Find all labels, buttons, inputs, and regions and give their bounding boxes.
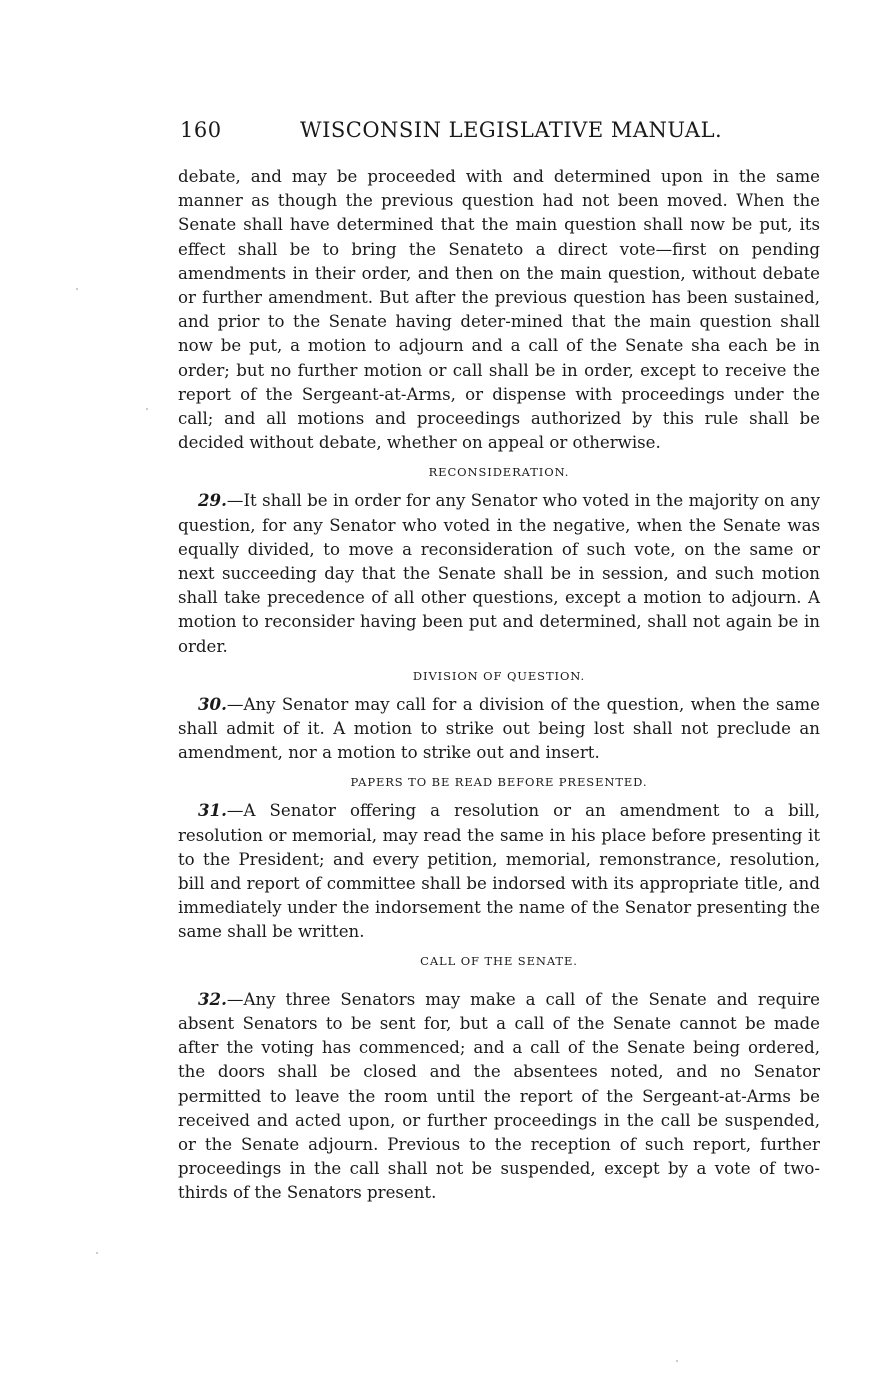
rule-text: —Any Senator may call for a division of the question, when the same shall admit of it. A motion to strike out being lost shall not preclude an amendment, nor a motion to strike out and insert.: [178, 694, 820, 763]
section-heading-reconsideration: RECONSIDERATION.: [428, 465, 570, 480]
rule-31-paragraph: [178, 798, 820, 944]
rule-number: 29.: [198, 490, 227, 511]
page-body: [178, 165, 820, 1206]
running-header: [180, 118, 722, 142]
intro-paragraph: debate, and may be proceeded with and determined upon in the same manner as though the previous question had not been moved. When the Senate shall have determined that the main question shall now be put, its effect shall be to bring the Senateto a direct vote—first on pending amendments in their order, and then on the main question, without debate or further amendment. But after the previous question has been sustained, and prior to the Senate having deter-mined that the main question shall now be put, a motion to adjourn and a call of the Senate sha each be in order; but no further motion or call shall be in order, except to receive the report of the Sergeant-at-Arms, or dispense with proceedings under the call; and all motions and proceedings authorized by this rule shall be decided without debate, whether on appeal or otherwise.: [178, 167, 820, 453]
section-heading-division-of-question: DIVISION OF QUESTION.: [412, 668, 586, 683]
rule-text: —It shall be in order for any Senator who voted in the majority on any question, for any Senator who voted in the negative, when the Senate was equally divided, to move a reconsideration of such vote, on the same or next succeeding day that the Senate shall be in session, and such motion shall take precedence of all other questions, except a motion to adjourn. A motion to reconsider having been put and determined, shall not again be in order.: [178, 491, 820, 656]
rule-32-paragraph: [178, 987, 820, 1206]
page-number: 160: [180, 118, 222, 142]
running-title: WISCONSIN LEGISLATIVE MANUAL.: [300, 118, 723, 142]
section-heading-papers-to-be-read: PAPERS TO BE READ BEFORE PRESENTED.: [350, 775, 648, 790]
paper-speck: [96, 1252, 98, 1254]
rule-text: —A Senator offering a resolution or an amendment to a bill, resolution or memorial, may read the same in his place before presenting it to the President; and every petition, memorial, remonstrance, resolution, bill and report of committee shall be indorsed with its appropriate title, and immediately under the indorsement the name of the Senator presenting the same shall be written.: [178, 801, 820, 942]
rule-number: 30.: [198, 693, 227, 714]
rule-text: —Any three Senators may make a call of the Senate and require absent Senators to be sent for, but a call of the Senate cannot be made after the voting has commenced; and a call of the Senate being ordered, the doors shall be closed and the absentees noted, and no Senator permitted to leave the room until the report of the Sergeant-at-Arms be received and acted upon, or further proceedings in the call be suspended, or the Senate adjourn. Previous to the reception of such report, further proceedings in the call shall not be suspended, except by a vote of two-thirds of the Senators present.: [178, 989, 820, 1203]
rule-number: 32.: [198, 988, 227, 1009]
rule-number: 31.: [198, 800, 227, 821]
paper-speck: [76, 288, 78, 290]
paper-speck: [146, 408, 148, 410]
rule-30-paragraph: [178, 692, 820, 766]
section-heading-call-of-the-senate: CALL OF THE SENATE.: [420, 953, 578, 968]
paper-speck: [676, 1360, 678, 1362]
rule-29-paragraph: [178, 488, 820, 658]
